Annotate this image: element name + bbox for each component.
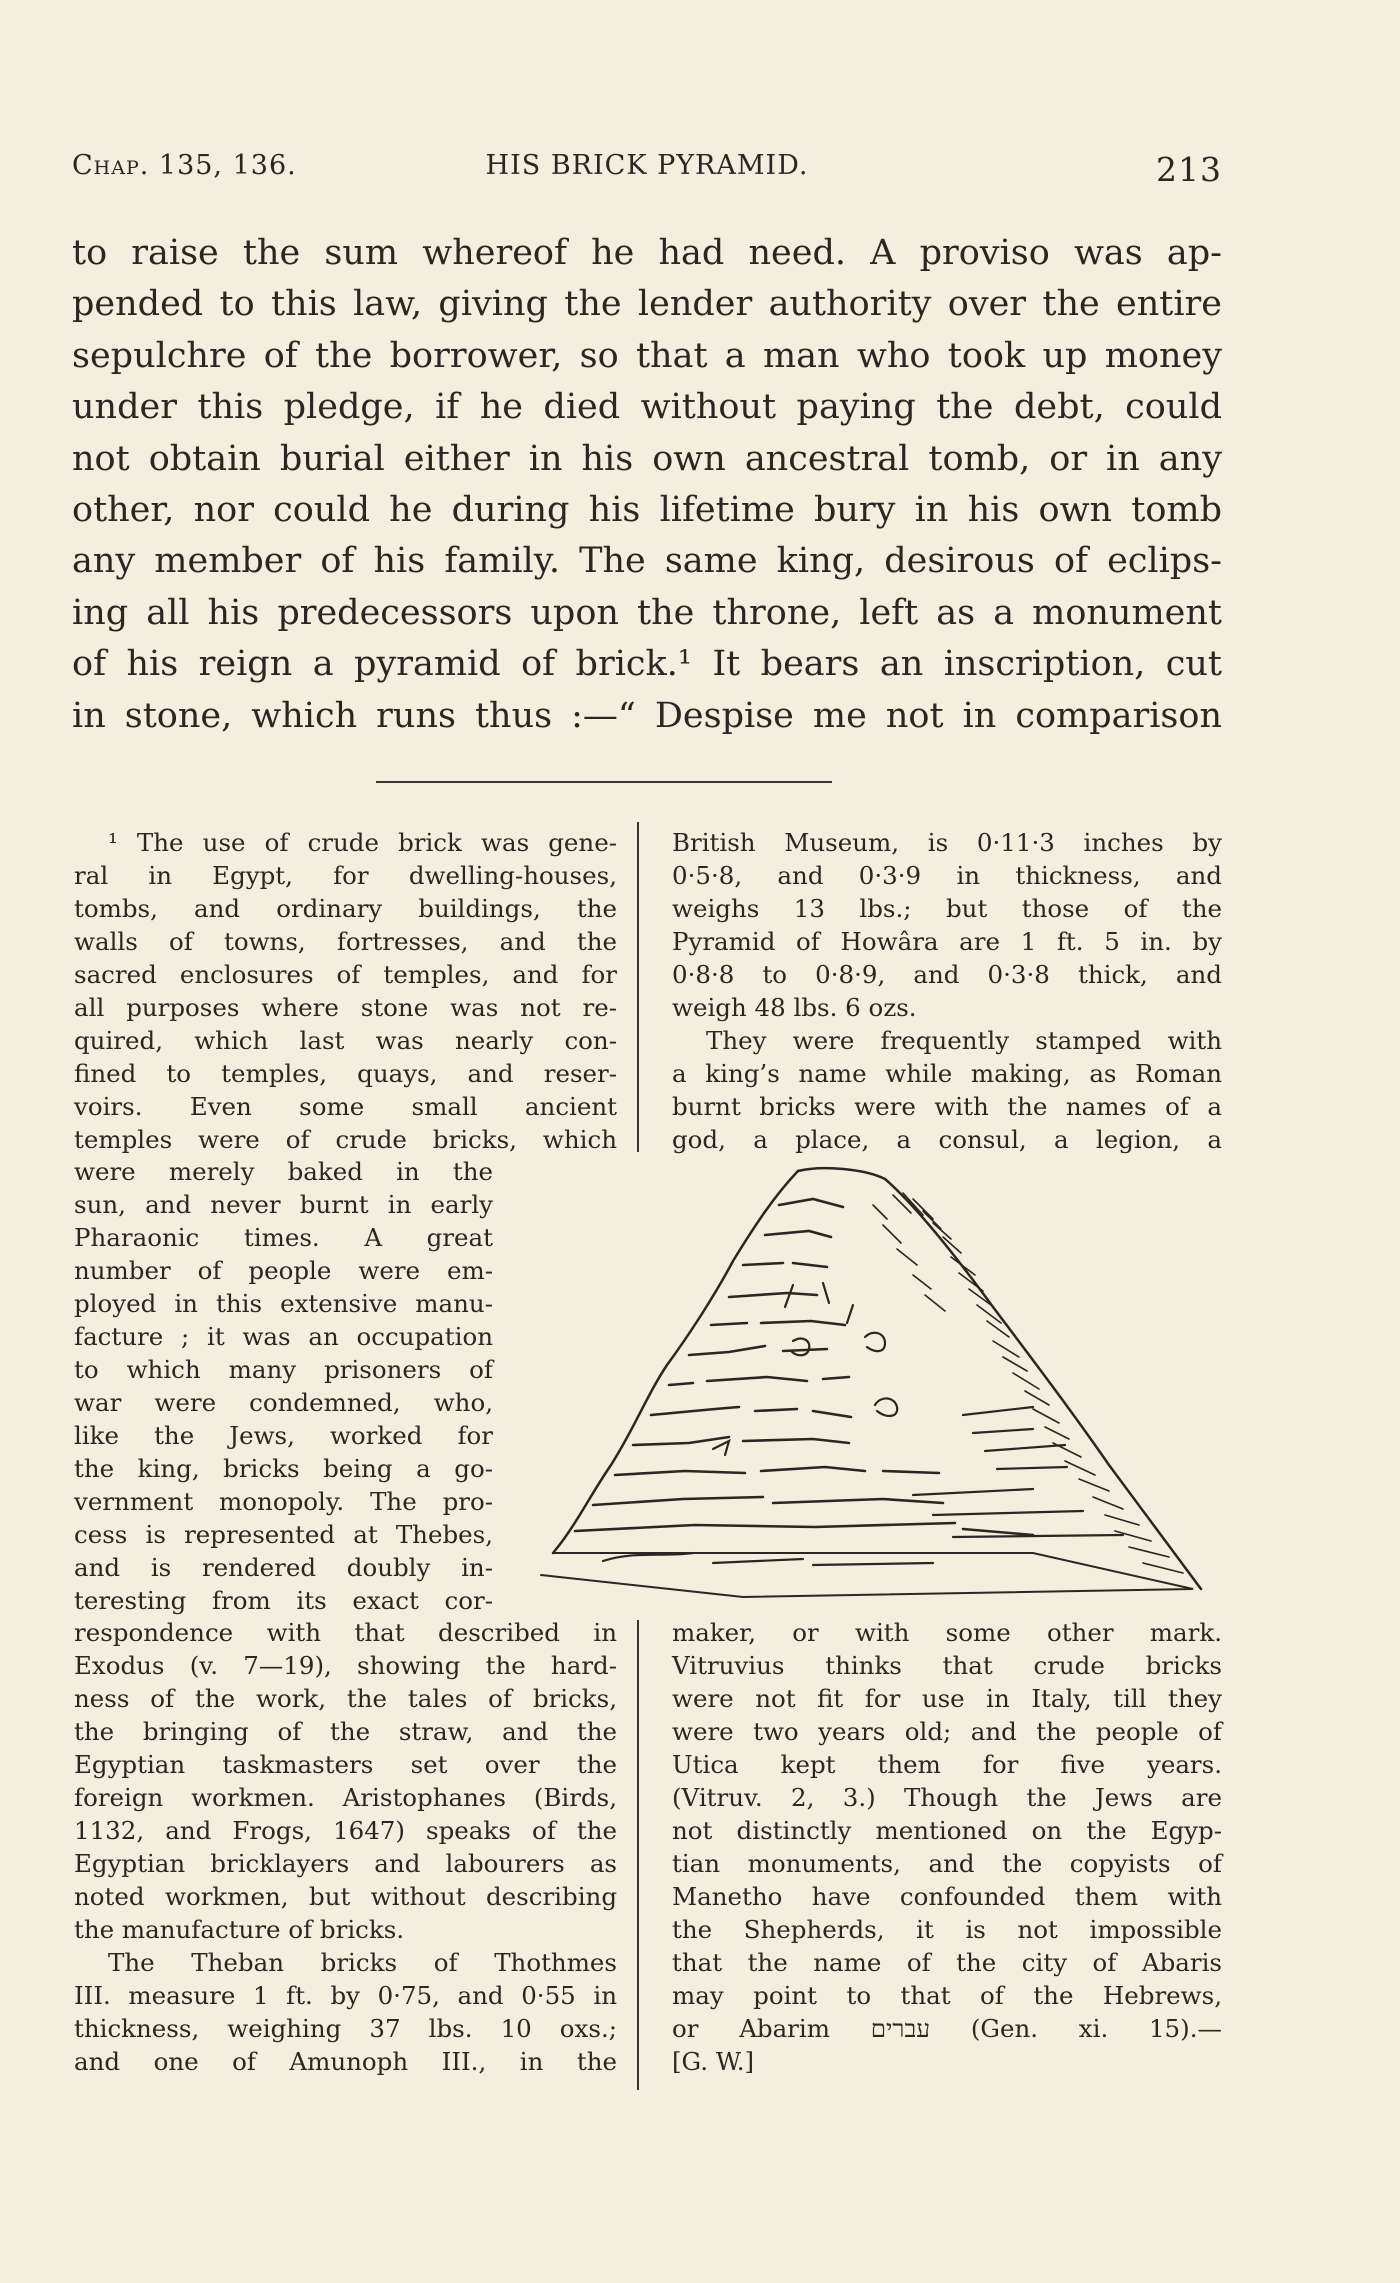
footnote-line: Pharaonic times. A great: [74, 1223, 493, 1252]
footnote-line: like the Jews, worked for: [74, 1421, 493, 1450]
footnote-line: Vitruvius thinks that crude bricks: [672, 1651, 1222, 1680]
footnote-line: tombs, and ordinary buildings, the: [74, 894, 617, 923]
footnote-left-column-bottom: [74, 1616, 617, 2078]
footnote-line: noted workmen, but without describing: [74, 1882, 617, 1911]
footnote-line: Manetho have confounded them with: [672, 1882, 1222, 1911]
footnote-line: and is rendered doubly in-: [74, 1553, 493, 1582]
footnote-line: sacred enclosures of temples, and for: [74, 960, 617, 989]
footnote-line: ployed in this extensive manu-: [74, 1289, 493, 1318]
main-text: [72, 228, 1222, 742]
page-number: 213: [1156, 150, 1222, 189]
running-title: HIS BRICK PYRAMID.: [485, 150, 809, 181]
text-line: in stone, which runs thus :—“ Despise me not in comparison: [72, 695, 1222, 736]
footnote-line: the king, bricks being a go-: [74, 1454, 493, 1483]
column-divider: [637, 822, 639, 1152]
footnote-line: all purposes where stone was not re-: [74, 993, 617, 1022]
footnote-line: the bringing of the straw, and the: [74, 1717, 617, 1746]
footnote-line: cess is represented at Thebes,: [74, 1520, 493, 1549]
footnote-line: ness of the work, the tales of bricks,: [74, 1684, 617, 1713]
footnote-line: the Shepherds, it is not impossible: [672, 1915, 1222, 1944]
text-line: pended to this law, giving the lender authority over the entire: [72, 284, 1222, 325]
footnote-line: weigh 48 lbs. 6 ozs.: [672, 993, 917, 1022]
footnote-line: vernment monopoly. The pro-: [74, 1487, 493, 1516]
footnote-line: quired, which last was nearly con-: [74, 1026, 617, 1055]
footnote-line: weighs 13 lbs.; but those of the: [672, 894, 1222, 923]
footnote-line: 1132, and Frogs, 1647) speaks of the: [74, 1816, 617, 1845]
text-line: sepulchre of the borrower, so that a man who took up money: [72, 335, 1222, 376]
footnote-line: ¹ The use of crude brick was gene-: [108, 828, 617, 857]
footnote-line: foreign workmen. Aristophanes (Birds,: [74, 1783, 617, 1812]
footnote-line: teresting from its exact cor-: [74, 1586, 493, 1615]
footnote-line: The Theban bricks of Thothmes: [108, 1948, 617, 1977]
footnote-line: temples were of crude bricks, which: [74, 1125, 617, 1154]
footnote-line: respondence with that described in: [74, 1618, 617, 1647]
footnote-line: war were condemned, who,: [74, 1388, 493, 1417]
footnote-line: maker, or with some other mark.: [672, 1618, 1222, 1647]
text-line: other, nor could he during his lifetime bury in his own tomb: [72, 490, 1222, 531]
text-line: any member of his family. The same king, desirous of eclips-: [72, 541, 1222, 582]
footnote-line: the manufacture of bricks.: [74, 1915, 405, 1944]
footnote-line: and one of Amunoph III., in the: [74, 2047, 617, 2076]
footnote-line: [G. W.]: [672, 2047, 755, 2076]
column-divider: [637, 1620, 639, 2090]
footnote-separator-rule: [376, 781, 832, 783]
footnote-line: not distinctly mentioned on the Egyp-: [672, 1816, 1222, 1845]
footnote-line: facture ; it was an occupation: [74, 1322, 493, 1351]
footnote-line: British Museum, is 0·11·3 inches by: [672, 828, 1222, 857]
running-header: [72, 150, 1222, 190]
footnote-right-column-bottom: [672, 1616, 1222, 2078]
footnote-line: III. measure 1 ft. by 0·75, and 0·55 in: [74, 1981, 617, 2010]
footnote-line: a king’s name while making, as Roman: [672, 1059, 1222, 1088]
text-line: not obtain burial either in his own ancestral tomb, or in any: [72, 438, 1222, 479]
footnote-line: burnt bricks were with the names of a: [672, 1092, 1222, 1121]
text-line: to raise the sum whereof he had need. A proviso was ap-: [72, 233, 1222, 273]
text-line: under this pledge, if he died without paying the debt, could: [72, 387, 1222, 428]
footnote-line: were two years old; and the people of: [672, 1717, 1222, 1746]
text-line: of his reign a pyramid of brick.¹ It bears an inscription, cut: [72, 644, 1222, 685]
footnote-line: walls of towns, fortresses, and the: [74, 927, 617, 956]
footnote-line: 0·8·8 to 0·8·9, and 0·3·8 thick, and: [672, 960, 1222, 989]
footnote-line: fined to temples, quays, and reser-: [74, 1059, 617, 1088]
footnote-line: They were frequently stamped with: [706, 1026, 1222, 1055]
footnote-line: ral in Egypt, for dwelling-houses,: [74, 861, 617, 890]
footnote-line: 0·5·8, and 0·3·9 in thickness, and: [672, 861, 1222, 890]
footnote-line: were not fit for use in Italy, till they: [672, 1684, 1222, 1713]
footnote-line: (Vitruv. 2, 3.) Though the Jews are: [672, 1783, 1222, 1812]
footnote-left-column-wrap: [74, 1155, 493, 1617]
footnote-line: Pyramid of Howâra are 1 ft. 5 in. by: [672, 927, 1222, 956]
footnote-line: Utica kept them for five years.: [672, 1750, 1222, 1779]
footnote-line: were merely baked in the: [74, 1157, 493, 1186]
footnote-line: Exodus (v. 7—19), showing the hard-: [74, 1651, 617, 1680]
footnote-line: that the name of the city of Abaris: [672, 1948, 1222, 1977]
footnote-line: Egyptian taskmasters set over the: [74, 1750, 617, 1779]
footnote-line: tian monuments, and the copyists of: [672, 1849, 1222, 1878]
footnote-left-column-top: [74, 826, 617, 1156]
footnote-line: god, a place, a consul, a legion, a: [672, 1125, 1222, 1154]
chapter-reference: Chap. 135, 136.: [72, 150, 297, 181]
footnote-line: Egyptian bricklayers and labourers as: [74, 1849, 617, 1878]
footnote-line: thickness, weighing 37 lbs. 10 oxs.;: [74, 2014, 617, 2043]
footnote-line: may point to that of the Hebrews,: [672, 1981, 1222, 2010]
footnote-line: to which many prisoners of: [74, 1355, 493, 1384]
footnote-line: number of people were em-: [74, 1256, 493, 1285]
footnote-line: voirs. Even some small ancient: [74, 1092, 617, 1121]
footnote-right-column-top: [672, 826, 1222, 1156]
footnote-line: sun, and never burnt in early: [74, 1190, 493, 1219]
footnote-line: or Abarim עברים (Gen. xi. 15).—: [672, 2014, 1222, 2043]
brick-pyramid-illustration: [493, 1165, 1213, 1605]
text-line: ing all his predecessors upon the throne, left as a monument: [72, 592, 1222, 633]
